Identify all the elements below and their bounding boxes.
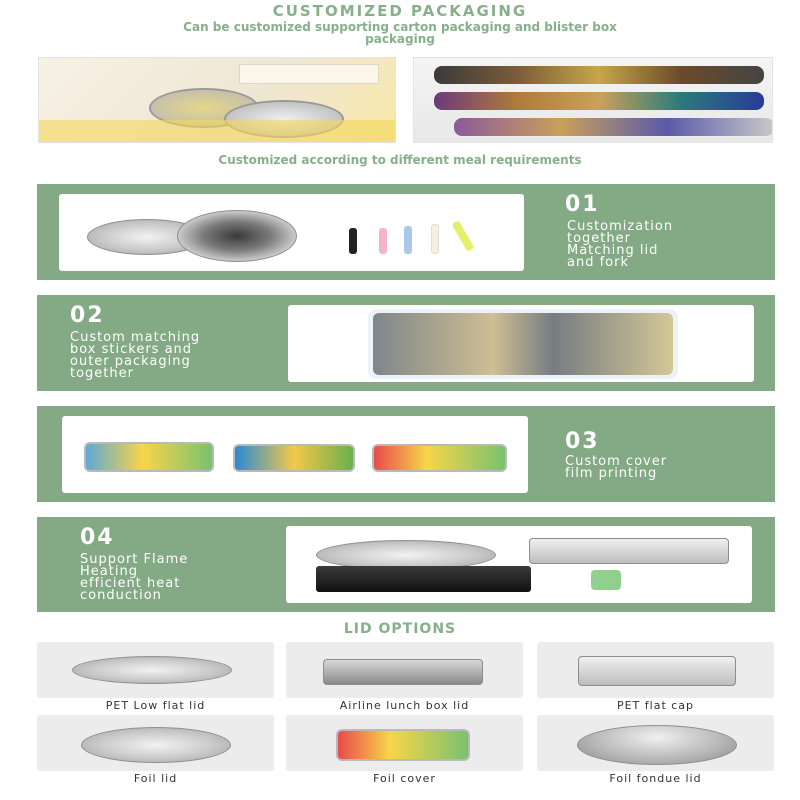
lid-option-label: Airline lunch box lid <box>339 699 470 712</box>
feature-02-number: 02 <box>70 303 105 328</box>
feature-03-number: 03 <box>565 429 600 454</box>
meal-requirements-caption: Customized according to different meal requirements <box>218 153 582 167</box>
feature-04-panel <box>37 517 775 612</box>
feature-04-text: Support Flame Heating efficient heat conduction <box>80 552 189 603</box>
lid-option-label: Foil cover <box>373 772 436 785</box>
lid-option-label: Foil lid <box>133 772 178 785</box>
lid-option-card <box>37 715 274 771</box>
page-title: CUSTOMIZED PACKAGING <box>272 2 528 20</box>
feature-03-panel <box>37 406 775 502</box>
feature-01-text: Customization together Matching lid and fork <box>567 219 674 270</box>
lid-and-fork-image <box>59 194 524 271</box>
lid-option-card <box>537 715 774 771</box>
flame-heating-image <box>286 526 752 603</box>
feature-03-text: Custom cover film printing <box>565 454 668 481</box>
lid-option-label: PET flat cap <box>616 699 695 712</box>
lid-option-label: PET Low flat lid <box>105 699 206 712</box>
lid-option-card <box>537 642 774 698</box>
lid-option-card <box>37 642 274 698</box>
cover-film-printing-image <box>62 416 528 493</box>
page-subtitle: Can be customized supporting carton packaging and blister box packaging <box>183 20 617 46</box>
lid-option-label: Foil fondue lid <box>609 772 702 785</box>
blister-box-packaging-photo <box>413 57 773 143</box>
feature-01-number: 01 <box>565 192 600 217</box>
lid-options-title: LID OPTIONS <box>343 621 457 637</box>
outer-packaging-image <box>288 305 754 382</box>
carton-packaging-photo <box>38 57 396 143</box>
feature-02-text: Custom matching box stickers and outer packaging together <box>70 330 201 381</box>
lid-option-card <box>286 715 523 771</box>
feature-04-number: 04 <box>80 525 115 550</box>
lid-option-card <box>286 642 523 698</box>
feature-02-panel <box>37 295 775 391</box>
feature-01-panel <box>37 184 775 280</box>
